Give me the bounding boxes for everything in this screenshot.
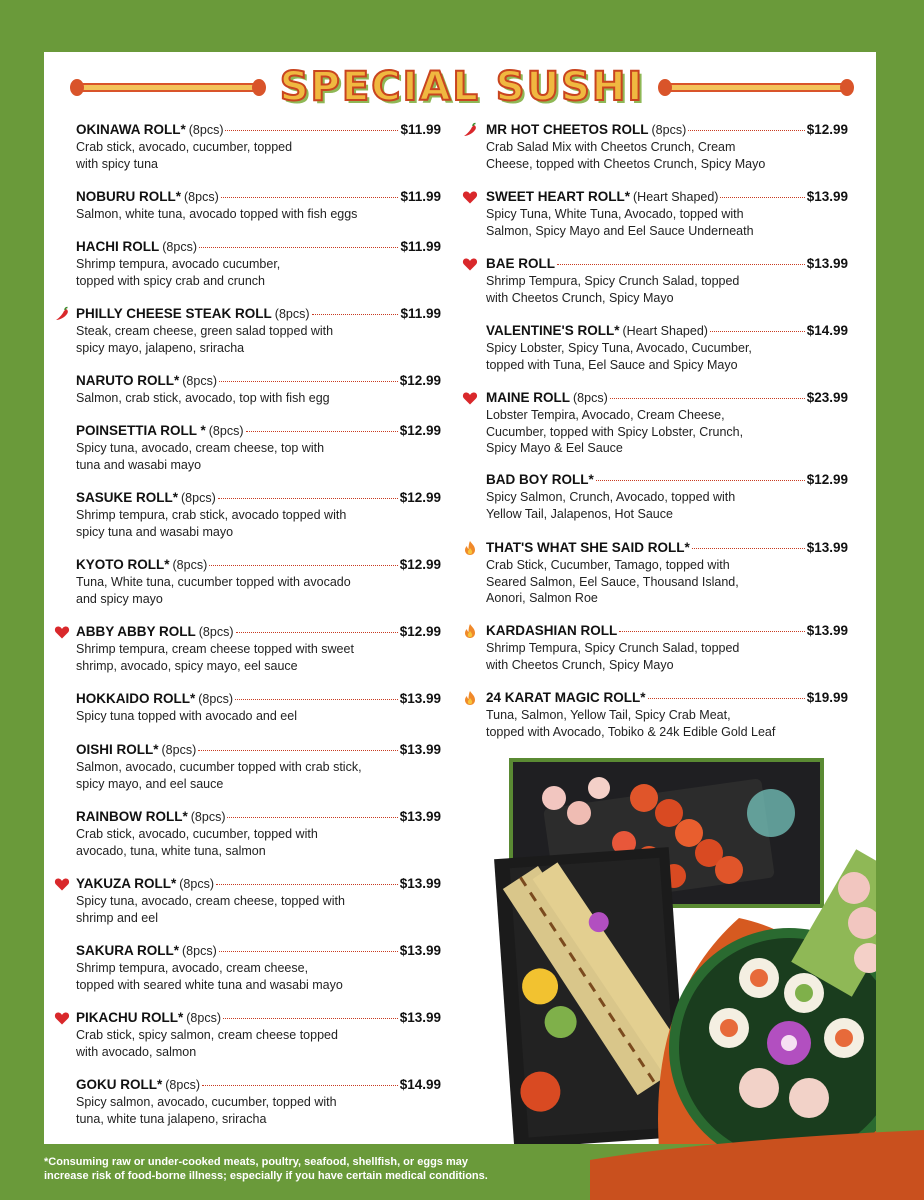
description-line: and spicy mayo [76,591,163,606]
item-name: MR HOT CHEETOS ROLL [486,122,649,137]
description-line: Spicy tuna, avocado, cream cheese, topped with [76,894,345,908]
dot-leader [216,884,398,885]
item-description [76,826,441,859]
item-name: POINSETTIA ROLL * [76,423,206,438]
menu-item-header [76,557,441,573]
item-name: KYOTO ROLL* [76,557,170,572]
item-description [76,440,441,473]
item-name: PIKACHU ROLL* [76,1010,184,1025]
menu-item [76,1010,441,1060]
menu-item-header [486,623,848,639]
item-note: (8pcs) [573,391,608,405]
item-description [76,139,441,172]
fire-icon [462,540,478,556]
item-note: (8pcs) [274,307,310,321]
menu-item-header [486,256,848,272]
item-note: (8pcs) [181,491,216,505]
item-price: $13.99 [806,256,848,271]
item-name: NOBURU ROLL* [76,189,181,204]
dot-leader [202,1085,398,1086]
item-note: (8pcs) [182,944,217,958]
item-note: (8pcs) [198,692,233,706]
description-line: avocado, tuna, white tuna, salmon [76,843,266,858]
menu-item [76,557,441,607]
menu-item [76,809,441,859]
description-line: Crab Salad Mix with Cheetos Crunch, Cream [486,140,736,154]
menu-item-header [486,323,848,339]
item-note: (8pcs) [161,743,197,757]
item-description [486,206,848,239]
item-note: (8pcs) [184,190,219,204]
description-line: Tuna, White tuna, cucumber topped with avocado [76,575,351,589]
description-line: Salmon, avocado, cucumber topped with crab stick, [76,760,362,774]
dot-leader [619,631,804,632]
page-title: SPECIAL SUSHI [279,64,645,110]
description-line: Cheese, topped with Cheetos Crunch, Spicy Mayo [486,156,766,171]
description-line: Yellow Tail, Jalapenos, Hot Sauce [486,506,673,521]
dot-leader [218,498,398,499]
item-name: HOKKAIDO ROLL* [76,691,196,706]
menu-item-header [76,189,441,205]
menu-item-header [76,1010,441,1026]
dot-leader [710,331,805,332]
menu-item-header [76,306,441,322]
menu-item [76,943,441,993]
item-description [486,340,848,373]
heart-icon [54,1010,70,1026]
description-line: Crab stick, spicy salmon, cream cheese topped [76,1028,338,1042]
item-price: $14.99 [399,1077,441,1092]
menu-item-header [76,122,441,138]
item-description [76,641,441,674]
item-name: MAINE ROLL [486,390,570,405]
description-line: with Cheetos Crunch, Spicy Mayo [486,657,674,672]
dot-leader [596,480,805,481]
item-description [76,1027,441,1060]
dot-leader [236,632,398,633]
description-line: Salmon, crab stick, avocado, top with fish egg [76,391,330,405]
item-name: SASUKE ROLL* [76,490,179,505]
item-price: $11.99 [400,122,441,137]
menu-item [76,490,441,540]
description-line: topped with seared white tuna and wasabi mayo [76,977,343,992]
item-name: PHILLY CHEESE STEAK ROLL [76,306,272,321]
description-line: Shrimp Tempura, Spicy Crunch Salad, topped [486,641,740,655]
menu-item [76,373,441,407]
menu-item-header [76,624,441,640]
item-price: $13.99 [399,943,441,958]
item-description [76,507,441,540]
menu-item-header [486,540,848,556]
item-note: (8pcs) [165,1078,200,1092]
heart-icon [54,624,70,640]
item-price: $12.99 [399,373,441,388]
sushi-photo-collage [459,758,876,1144]
item-description [76,206,441,223]
menu-item [486,472,848,522]
item-name: KARDASHIAN ROLL [486,623,618,638]
item-name: BAD BOY ROLL* [486,472,594,487]
description-line: Crab stick, avocado, cucumber, topped [76,140,293,154]
item-name: YAKUZA ROLL* [76,876,177,891]
menu-item [486,623,848,673]
dot-leader [692,548,805,549]
description-line: Seared Salmon, Eel Sauce, Thousand Island, [486,574,739,589]
item-price: $12.99 [399,624,441,639]
description-line: spicy tuna and wasabi mayo [76,524,234,539]
heart-icon [462,390,478,406]
pepper-icon [54,306,70,322]
dot-leader [209,565,397,566]
item-name: NARUTO ROLL* [76,373,180,388]
item-price: $12.99 [399,490,441,505]
dot-leader [720,197,804,198]
menu-item-header [486,390,848,406]
title-row [74,64,850,110]
menu-item-header [76,423,441,439]
menu-item [486,256,848,306]
item-description [76,323,441,356]
menu-item-header [76,373,441,389]
item-description [486,557,848,607]
description-line: with Cheetos Crunch, Spicy Mayo [486,290,674,305]
dot-leader [557,264,805,265]
description-line: Lobster Tempira, Avocado, Cream Cheese, [486,408,725,422]
description-line: Spicy Tuna, White Tuna, Avocado, topped with [486,207,744,221]
description-line: with avocado, salmon [76,1044,197,1059]
description-line: tuna and wasabi mayo [76,457,202,472]
description-line: topped with Avocado, Tobiko & 24k Edible Gold Leaf [486,724,776,739]
description-line: Cucumber, topped with Spicy Lobster, Crunch, [486,424,744,439]
dot-leader [225,130,398,131]
menu-item [76,876,441,926]
item-name: ABBY ABBY ROLL [76,624,196,639]
menu-item [486,390,848,457]
menu-item [76,306,441,356]
menu-item-header [76,1077,441,1093]
item-note: (Heart Shaped) [622,324,708,338]
item-price: $13.99 [806,540,848,555]
description-line: Salmon, white tuna, avocado topped with fish eggs [76,207,358,221]
dot-leader [198,750,397,751]
menu-item [76,691,441,725]
description-line: with spicy tuna [76,156,158,171]
description-line: Shrimp tempura, avocado, cream cheese, [76,961,309,975]
dot-leader [246,431,398,432]
item-name: SWEET HEART ROLL* [486,189,630,204]
menu-item [486,122,848,172]
menu-item [76,423,441,473]
menu-item [486,690,848,740]
fire-icon [462,690,478,706]
menu-item-header [486,189,848,205]
item-price: $12.99 [806,122,848,137]
dot-leader [610,398,805,399]
menu-item-header [76,876,441,892]
description-line: tuna, white tuna jalapeno, sriracha [76,1111,267,1126]
fire-icon [462,623,478,639]
description-line: Spicy salmon, avocado, cucumber, topped with [76,1095,337,1109]
item-price: $13.99 [399,876,441,891]
description-line: Spicy tuna topped with avocado and eel [76,709,297,723]
description-line: Steak, cream cheese, green salad topped with [76,324,334,338]
description-line: Salmon, Spicy Mayo and Eel Sauce Underneath [486,223,754,238]
item-name: RAINBOW ROLL* [76,809,188,824]
description-line: Spicy Mayo & Eel Sauce [486,441,623,455]
item-note: (8pcs) [186,1011,221,1025]
dot-leader [688,130,804,131]
description-line: spicy mayo, and eel sauce [76,776,224,791]
item-name: OISHI ROLL* [76,742,159,757]
dot-leader [199,247,398,248]
item-note: (8pcs) [651,123,687,137]
menu-item-header [76,490,441,506]
description-line: Shrimp tempura, avocado cucumber, [76,257,281,271]
item-name: THAT'S WHAT SHE SAID ROLL* [486,540,690,555]
item-name: HACHI ROLL [76,239,160,254]
item-description [486,407,848,457]
menu-item-header [76,943,441,959]
menu-item [76,1077,441,1127]
menu-item [76,122,441,172]
item-price: $12.99 [399,423,441,438]
dot-leader [223,1018,398,1019]
item-price: $13.99 [399,691,441,706]
menu-item-header [486,472,848,488]
item-price: $13.99 [399,742,441,757]
description-line: shrimp and eel [76,910,158,925]
menu-item [76,742,441,792]
item-description [486,273,848,306]
item-name: OKINAWA ROLL* [76,122,186,137]
item-price: $13.99 [399,1010,441,1025]
item-description [76,893,441,926]
item-note: (8pcs) [182,374,217,388]
item-note: (8pcs) [188,123,224,137]
description-line: Shrimp Tempura, Spicy Crunch Salad, topped [486,274,740,288]
menu-item [486,323,848,373]
dot-leader [219,951,398,952]
menu-item-header [486,122,848,138]
item-description [76,759,441,792]
item-description [76,574,441,607]
dot-leader [648,698,805,699]
description-line: Crab Stick, Cucumber, Tamago, topped with [486,558,730,572]
dot-leader [221,197,399,198]
menu-item [76,239,441,289]
menu-item-header [76,742,441,758]
item-note: (8pcs) [179,877,214,891]
menu-item-header [486,690,848,706]
item-price: $19.99 [806,690,848,705]
item-price: $23.99 [806,390,848,405]
item-name: BAE ROLL [486,256,555,271]
item-note: (8pcs) [208,424,244,438]
item-description [76,256,441,289]
item-price: $13.99 [399,809,441,824]
item-description [486,139,848,172]
menu-item-header [76,239,441,255]
decorative-band [590,1130,924,1200]
description-line: Shrimp tempura, cream cheese topped with sweet [76,642,354,656]
description-line: Tuna, Salmon, Yellow Tail, Spicy Crab Meat, [486,708,731,722]
description-line: shrimp, avocado, spicy mayo, eel sauce [76,658,298,673]
item-price: $12.99 [806,472,848,487]
heart-icon [54,876,70,892]
item-note: (8pcs) [190,810,226,824]
item-name: VALENTINE'S ROLL* [486,323,620,338]
pepper-icon [462,122,478,138]
item-price: $12.99 [399,557,441,572]
menu-item [76,189,441,223]
item-name: 24 KARAT MAGIC ROLL* [486,690,646,705]
dot-leader [219,381,398,382]
description-line: Spicy Salmon, Crunch, Avocado, topped with [486,490,736,504]
health-disclaimer: *Consuming raw or under-cooked meats, poultry, seafood, shellfish, or eggs may increase risk of food-borne illness; especially if you have certain medical conditions. [44,1156,488,1182]
heart-icon [462,189,478,205]
menu-item [486,540,848,607]
item-note: (Heart Shaped) [633,190,719,204]
item-description [76,1094,441,1127]
item-price: $13.99 [806,189,848,204]
menu-item-header [76,809,441,825]
description-line: topped with Tuna, Eel Sauce and Spicy Mayo [486,357,738,372]
item-name: SAKURA ROLL* [76,943,179,958]
item-note: (8pcs) [198,625,234,639]
item-price: $11.99 [400,189,441,204]
item-description [486,489,848,522]
menu-item-header [76,691,441,707]
description-line: topped with spicy crab and crunch [76,273,265,288]
item-note: (8pcs) [162,240,197,254]
menu-item [76,624,441,674]
item-description [76,390,441,407]
description-line: Spicy tuna, avocado, cream cheese, top with [76,441,325,455]
dot-leader [312,314,399,315]
item-price: $11.99 [400,306,441,321]
item-name: GOKU ROLL* [76,1077,163,1092]
dot-leader [235,699,398,700]
menu-item [486,189,848,239]
item-description [486,640,848,673]
item-price: $13.99 [806,623,848,638]
item-price: $14.99 [806,323,848,338]
menu-panel [44,52,876,1144]
heart-icon [462,256,478,272]
dot-leader [227,817,397,818]
description-line: Spicy Lobster, Spicy Tuna, Avocado, Cucumber, [486,341,752,355]
item-note: (8pcs) [172,558,208,572]
item-description [76,708,441,725]
item-description [76,960,441,993]
item-description [486,707,848,740]
description-line: Aonori, Salmon Roe [486,591,598,605]
description-line: Shrimp tempura, crab stick, avocado topped with [76,508,347,522]
title-right-ornament [662,83,850,92]
description-line: spicy mayo, jalapeno, sriracha [76,340,245,355]
description-line: Crab stick, avocado, cucumber, topped with [76,827,318,841]
item-price: $11.99 [400,239,441,254]
title-left-ornament [74,83,262,92]
